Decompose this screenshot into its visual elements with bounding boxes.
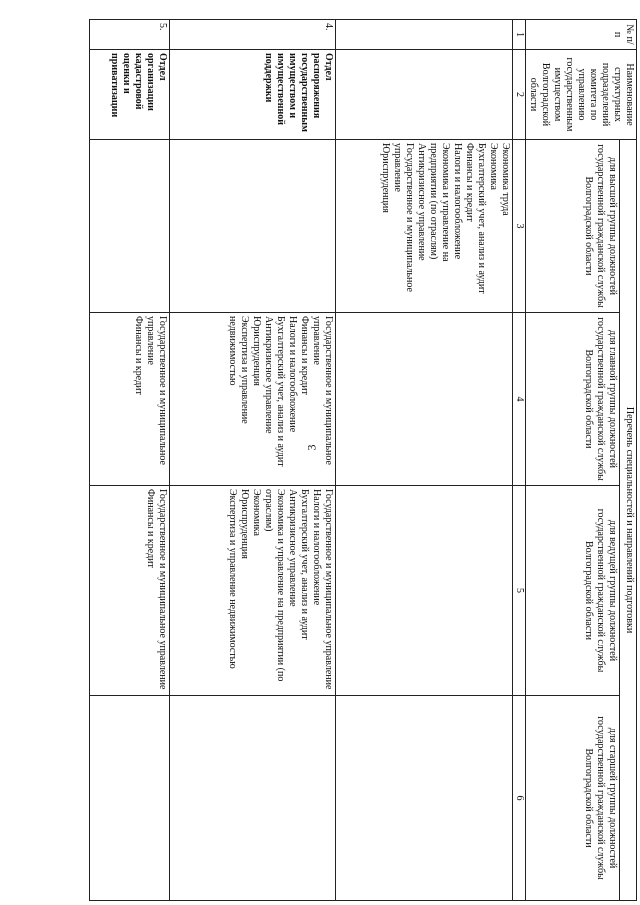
- list-item: Экономика: [251, 489, 262, 536]
- column-number-cell: 6: [513, 696, 526, 901]
- list-item: Государственное и муниципальное управление: [311, 316, 334, 465]
- column-number-cell: 1: [513, 20, 526, 50]
- column-number-cell: 5: [513, 486, 526, 696]
- table-row: [90, 20, 170, 901]
- column-number-cell: 3: [513, 140, 526, 313]
- highest-list: [170, 140, 336, 313]
- senior-list: [336, 696, 513, 901]
- list-item: Финансы и кредит: [133, 316, 144, 395]
- list-item: Экономика труда: [500, 143, 511, 216]
- list-item: Финансы и кредит: [464, 143, 475, 222]
- rotated-sheet: [45, 19, 637, 900]
- list-item: Антикризисное управление: [287, 489, 298, 607]
- main-list: [90, 313, 170, 486]
- list-item: Государственное и муниципальное управление: [145, 316, 168, 465]
- senior-list: [170, 696, 336, 901]
- specialties-table: [89, 19, 637, 901]
- list-item: Государственное и муниципальное управление: [323, 489, 334, 690]
- row-department-name: [336, 50, 513, 140]
- list-item: Экспертиза и управление недвижимостью: [227, 489, 238, 669]
- leading-list: [170, 486, 336, 696]
- header-specialties-group: Перечень специальностей и направлений подготовки: [620, 140, 637, 901]
- list-item: Антикризисное управление: [263, 316, 274, 434]
- header-department-name: Наименование структурных подразделений комитета по управлению государственным имуществом Волгоградской области: [526, 50, 637, 140]
- list-item: Финансы и кредит: [299, 316, 310, 395]
- list-item: Юриспруденция: [239, 489, 250, 559]
- column-number-cell: 4: [513, 313, 526, 486]
- page-number: 3: [304, 444, 319, 451]
- list-item: Налоги и налогообложение: [287, 316, 298, 433]
- header-senior-group: для старшей группы должностей государственной гражданской службы Волгоградской области: [526, 696, 620, 901]
- main-list: [170, 313, 336, 486]
- list-item: Государственное и муниципальное управление: [392, 143, 415, 292]
- list-item: Экономика: [488, 143, 499, 190]
- list-item: Юриспруденция: [251, 316, 262, 386]
- header-number: № п/п: [526, 20, 637, 50]
- column-number-cell: 2: [513, 50, 526, 140]
- list-item: Юриспруденция: [380, 143, 391, 213]
- header-main-group: для главной группы должностей государственной гражданской службы Волгоградской области: [526, 313, 620, 486]
- list-item: Бухгалтерский учет, анализ и аудит: [275, 316, 286, 467]
- list-item: Экономика и управление на предприятии (по отраслям): [428, 143, 451, 262]
- list-item: Бухгалтерский учет, анализ и аудит: [299, 489, 310, 640]
- leading-list: [336, 486, 513, 696]
- list-item: Антикризисное управление: [416, 143, 427, 261]
- main-list: [336, 313, 513, 486]
- list-item: Налоги и налогообложение: [311, 489, 322, 606]
- highest-list: [336, 140, 513, 313]
- row-number: 4.: [170, 20, 336, 50]
- header-leading-group: для ведущей группы должностей государственной гражданской службы Волгоградской области: [526, 486, 620, 696]
- senior-list: [90, 696, 170, 901]
- list-item: Экспертиза и управление недвижимостью: [227, 316, 250, 424]
- highest-list: [90, 140, 170, 313]
- list-item: Финансы и кредит: [145, 489, 156, 568]
- table-row: [336, 20, 513, 901]
- row-number: [336, 20, 513, 50]
- row-department-name: Отдел распоряжения государственным имуществом и имущественной поддержки: [170, 50, 336, 140]
- leading-list: [90, 486, 170, 696]
- list-item: Государственное и муниципальное управление: [157, 489, 168, 690]
- list-item: Бухгалтерский учет, анализ и аудит: [476, 143, 487, 294]
- list-item: Налоги и налогообложение: [452, 143, 463, 260]
- row-department-name: Отдел организации кадастровой оценки и приватизации: [90, 50, 170, 140]
- list-item: Экономика и управление на предприятии (по отраслям): [263, 489, 286, 682]
- row-number: 5.: [90, 20, 170, 50]
- header-highest-group: для высшей группы должностей государственной гражданской службы Волгоградской области: [526, 140, 620, 313]
- table-row: [170, 20, 336, 901]
